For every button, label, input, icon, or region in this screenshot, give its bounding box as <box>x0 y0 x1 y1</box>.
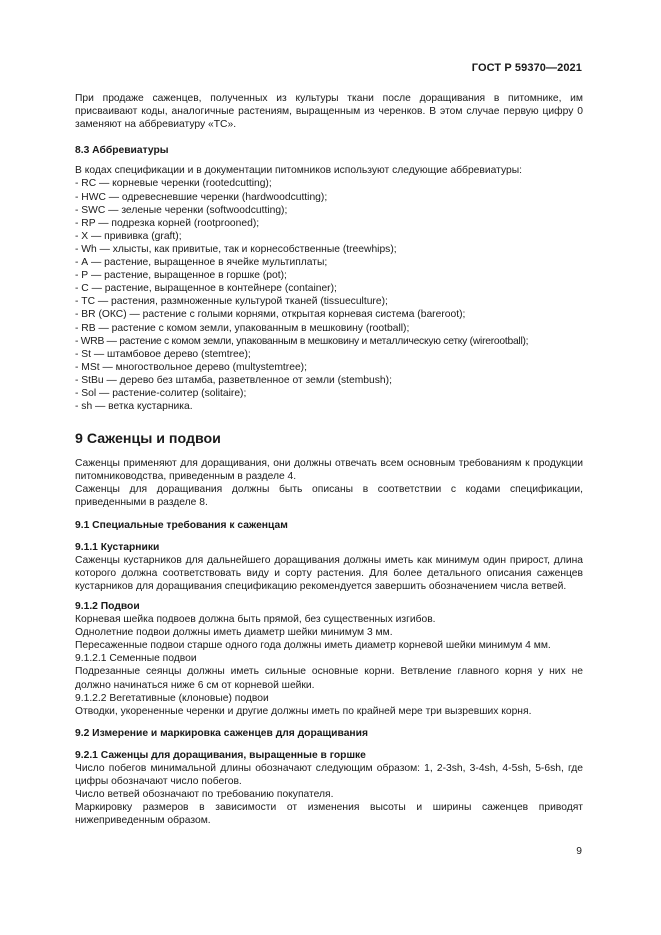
section-9-2-1-paragraph-2: Число ветвей обозначают по требованию покупателя. <box>75 789 334 801</box>
list-item: - Р — растение, выращенное в горшке (pot); <box>75 270 287 282</box>
list-item: - Sol — растение-солитер (solitaire); <box>75 387 247 399</box>
list-item: - RB — растение с комом земли, упакованным в мешковину (rootball); <box>75 322 410 334</box>
page-number: 9 <box>576 846 582 857</box>
list-item: - С — растение, выращенное в контейнере (container); <box>75 283 337 295</box>
section-9-1-1-text: Саженцы кустарников для дальнейшего доращивания должны иметь как минимум один прирост, длина которого должна соответствовать виду и сорту растения. Для более детального описания саженцев кустарников для доращивания спецификацию рекомендуется завершить обозначением числа ветвей. <box>75 554 583 592</box>
abbreviation-list <box>75 177 583 413</box>
list-item: - HWC — одревесневшие черенки (hardwoodcutting); <box>75 191 328 203</box>
list-item: - StBu — дерево без штамба, разветвленное от земли (stembush); <box>75 374 392 386</box>
section-9-paragraph-2: Саженцы для доращивания должны быть описаны в соответствии с кодами спецификации, приведенными в разделе 8. <box>75 484 583 509</box>
section-9-1-2-2-text: Отводки, укорененные черенки и другие должны иметь по крайней мере три вызревших корня. <box>75 705 532 717</box>
section-9-1-2-1-text: Подрезанные сеянцы должны иметь сильные основные корни. Ветвление главного корня у них не должно начинаться ниже 6 см от корневой шейки. <box>75 666 583 691</box>
list-item: - RC — корневые черенки (rootedcutting); <box>75 178 272 190</box>
section-9-1-2-paragraph-3: Пересаженные подвои старше одного года должны иметь диаметр корневой шейки минимум 4 мм. <box>75 640 551 652</box>
intro-text: При продаже саженцев, полученных из культуры ткани после доращивания в питомнике, им присваивают коды, аналогичные растениям, выращенным из черенков. В этом случае первую цифру 0 заменяют на аббревиатуру «ТС». <box>75 93 583 131</box>
section-9-1-2-1-title: 9.1.2.1 Семенные подвои <box>75 653 197 665</box>
standard-code: ГОСТ Р 59370—2021 <box>471 62 582 74</box>
section-9-1-2-title: 9.1.2 Подвои <box>75 601 140 612</box>
list-item: - RP — подрезка корней (rootprooned); <box>75 217 260 229</box>
section-8-3-lead: В кодах спецификации и в документации питомников используют следующие аббревиатуры: <box>75 165 522 177</box>
section-9-1-1-title: 9.1.1 Кустарники <box>75 541 160 553</box>
section-9-1-2-paragraph-2: Однолетние подвои должны иметь диаметр шейки минимум 3 мм. <box>75 627 393 639</box>
section-9-2-title: 9.2 Измерение и маркировка саженцев для доращивания <box>75 727 368 739</box>
list-item: - St — штамбовое дерево (stemtree); <box>75 348 251 360</box>
list-item: - WRB — растение с комом земли, упакованным в мешковину и металлическую сетку (wirerootball); <box>75 335 529 347</box>
section-9-1-2-2-title: 9.1.2.2 Вегетативные (клоновые) подвои <box>75 692 269 704</box>
section-9-2-1-paragraph-3: Маркировку размеров в зависимости от изменения высоты и ширины саженцев приводят нижеприведенным образом. <box>75 802 583 827</box>
section-9-title: 9 Саженцы и подвои <box>75 431 221 448</box>
section-8-3-title: 8.3 Аббревиатуры <box>75 145 169 157</box>
intro-paragraph <box>75 92 583 131</box>
section-9-2-1-paragraph-1: Число побегов минимальной длины обозначают следующим образом: 1, 2-3sh, 3-4sh, 4-5sh, 5-6sh, где цифры обозначают число побегов. <box>75 763 583 788</box>
list-item: - Wh — хлысты, как привитые, так и корнесобственные (treewhips); <box>75 243 397 255</box>
list-item: - sh — ветка кустарника. <box>75 401 193 413</box>
section-9-paragraph-1: Саженцы применяют для доращивания, они должны отвечать всем основным требованиям к продукции питомниководства, приведенным в разделе 4. <box>75 458 583 483</box>
list-item: - SWC — зеленые черенки (softwoodcutting); <box>75 204 288 216</box>
list-item: - А — растение, выращенное в ячейке мультиплаты; <box>75 257 328 269</box>
section-9-1-title: 9.1 Специальные требования к саженцам <box>75 519 288 531</box>
page-content <box>75 92 583 828</box>
section-9-1-2-paragraph-1: Корневая шейка подвоев должна быть прямой, без существенных изгибов. <box>75 614 436 626</box>
list-item: - ТС — растения, размноженные культурой тканей (tissueculture); <box>75 296 388 308</box>
list-item: - MSt — многоствольное дерево (multystemtree); <box>75 361 307 373</box>
section-9-2-1-title: 9.2.1 Саженцы для доращивания, выращенные в горшке <box>75 749 366 761</box>
list-item: - X — прививка (graft); <box>75 230 182 242</box>
list-item: - BR (ОКС) — растение с голыми корнями, открытая корневая система (bareroot); <box>75 309 466 321</box>
